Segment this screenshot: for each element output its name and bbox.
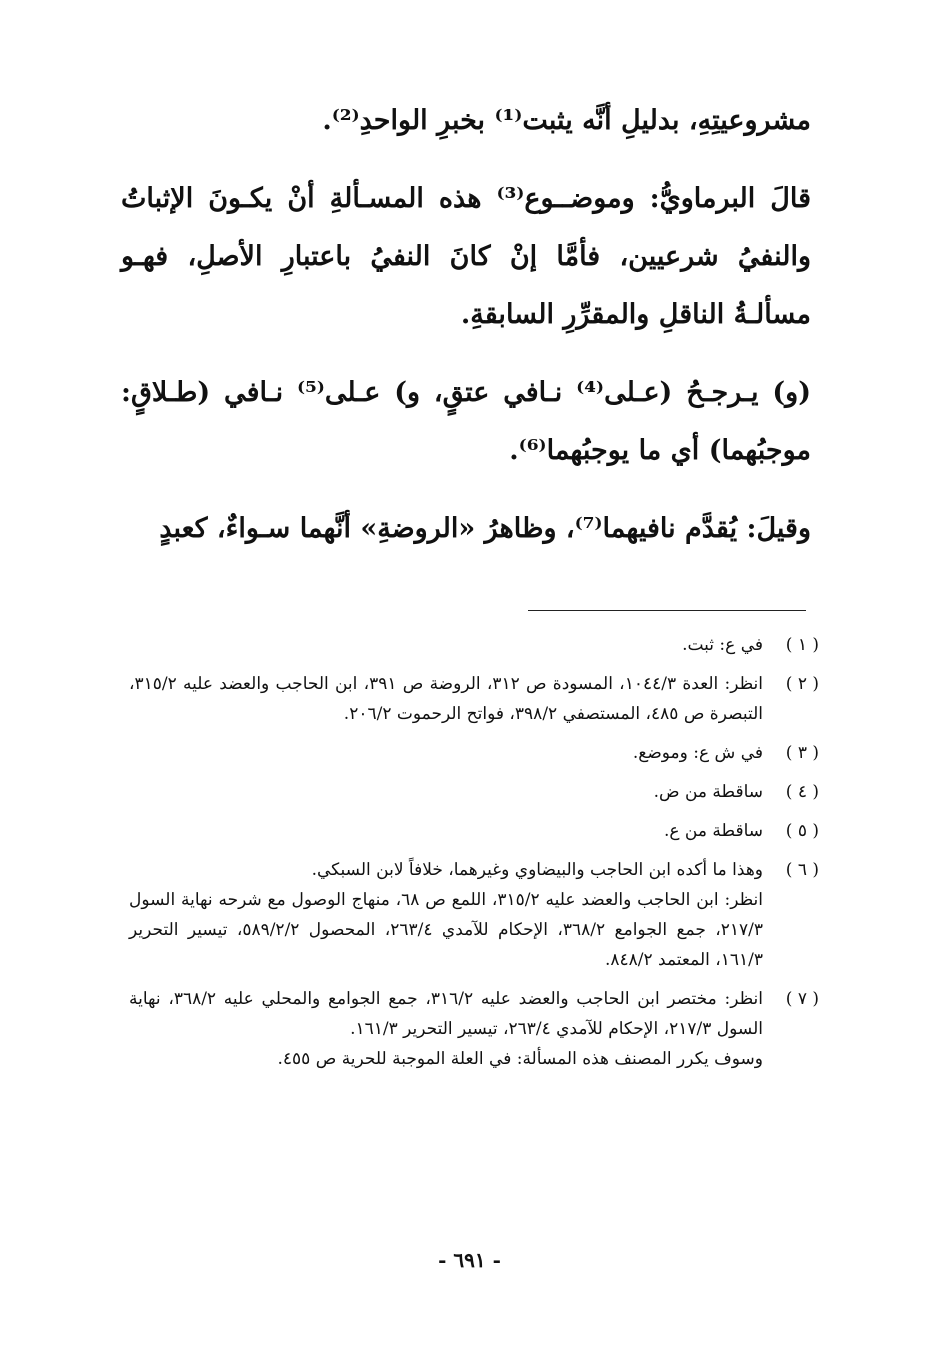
footnotes bbox=[129, 630, 819, 1083]
footnote-line: انظر: العدة ١٠٤٤/٣، المسودة ص ٣١٢، الروضة ص ٣٩١، ابن الحاجب والعضد عليه ٣١٥/٢، التبصرة ص ٤٨٥، المستصفي ٣٩٨/٢، فواتح الرحموت ٢٠٦/٢. bbox=[129, 674, 764, 724]
footnote-body bbox=[129, 816, 763, 846]
footnote-2 bbox=[129, 669, 819, 729]
footnote-body bbox=[129, 855, 763, 975]
footnote-6 bbox=[129, 855, 819, 975]
footnote-body bbox=[129, 630, 763, 660]
footnote-number: ( ٧ ) bbox=[785, 989, 819, 1009]
footnote-number: ( ٥ ) bbox=[785, 821, 819, 841]
footnote-line: في ع: ثبت. bbox=[682, 635, 763, 655]
paragraph-1: مشروعيتِهِ، بدليلِ أنَّه يثبت⁽¹⁾ بخبرِ الواحدِ⁽²⁾. bbox=[322, 105, 811, 136]
paragraph-3: (و) يـرجـحُ (عـلى⁽⁴⁾ نـافي عتقٍ، و) عـلى⁽⁵⁾ نـافي (طـلاقٍ: موجبُهما) أي ما يوجبُهما⁽⁶⁾. bbox=[121, 377, 811, 466]
footnote-1 bbox=[129, 630, 819, 660]
footnote-body bbox=[129, 984, 763, 1074]
footnote-3 bbox=[129, 738, 819, 768]
footnote-line: ساقطة من ض. bbox=[653, 782, 763, 802]
footnote-7 bbox=[129, 984, 819, 1074]
footnote-divider bbox=[528, 610, 806, 611]
footnote-number: ( ٦ ) bbox=[785, 860, 819, 880]
footnote-body bbox=[129, 777, 763, 807]
footnote-line: في ش ع: وموضع. bbox=[632, 743, 763, 763]
footnote-number: ( ٣ ) bbox=[785, 743, 819, 763]
paragraph-2: قالَ البرماويُّ: وموضــوع⁽³⁾ هذه المسـألةِ أنْ يكـونَ الإثباتُ والنفيُ شرعيين، فأمَّا إنْ كانَ النفيُ باعتبارِ الأصلِ، فهـو مسألـةُ الناقلِ والمقرِّرِ السابقةِ. bbox=[121, 183, 811, 330]
footnote-line: انظر: ابن الحاجب والعضد عليه ٣١٥/٢، اللمع ص ٦٨، منهاج الوصول مع شرحه نهاية السول ٢١٧/٣، جمع الجوامع ٣٦٨/٢، الإحكام للآمدي ٢٦٣/٤، المحصول ٥٨٩/٢/٢، تيسير التحرير ١٦١/٣، المعتمد ٨٤٨/٢. bbox=[129, 890, 763, 970]
footnote-line: ساقطة من ع. bbox=[663, 821, 763, 841]
footnote-number: ( ٤ ) bbox=[785, 782, 819, 802]
main-text bbox=[121, 92, 811, 558]
footnote-number: ( ١ ) bbox=[785, 635, 819, 655]
paragraph-4: وقيلَ: يُقدَّم نافيهما⁽⁷⁾، وظاهرُ «الروضةِ» أنَّهما سـواءٌ، كعبدٍ bbox=[159, 513, 811, 544]
page-number: - ٦٩١ - bbox=[438, 1248, 501, 1272]
footnote-number: ( ٢ ) bbox=[785, 674, 819, 694]
footnote-body bbox=[129, 669, 763, 729]
footnote-line: وهذا ما أكده ابن الحاجب والبيضاوي وغيرهما، خلافاً لابن السبكي. bbox=[311, 860, 763, 880]
footnote-4 bbox=[129, 777, 819, 807]
footnote-line: انظر: مختصر ابن الحاجب والعضد عليه ٣١٦/٢، جمع الجوامع والمحلي عليه ٣٦٨/٢، نهاية السول ٢١٧/٣، الإحكام للآمدي ٢٦٣/٤، تيسير التحرير ١٦١/٣. bbox=[129, 989, 763, 1039]
footnote-body bbox=[129, 738, 763, 768]
footnote-5 bbox=[129, 816, 819, 846]
footnote-line: وسوف يكرر المصنف هذه المسألة: في العلة الموجبة للحرية ص ٤٥٥. bbox=[277, 1049, 763, 1069]
